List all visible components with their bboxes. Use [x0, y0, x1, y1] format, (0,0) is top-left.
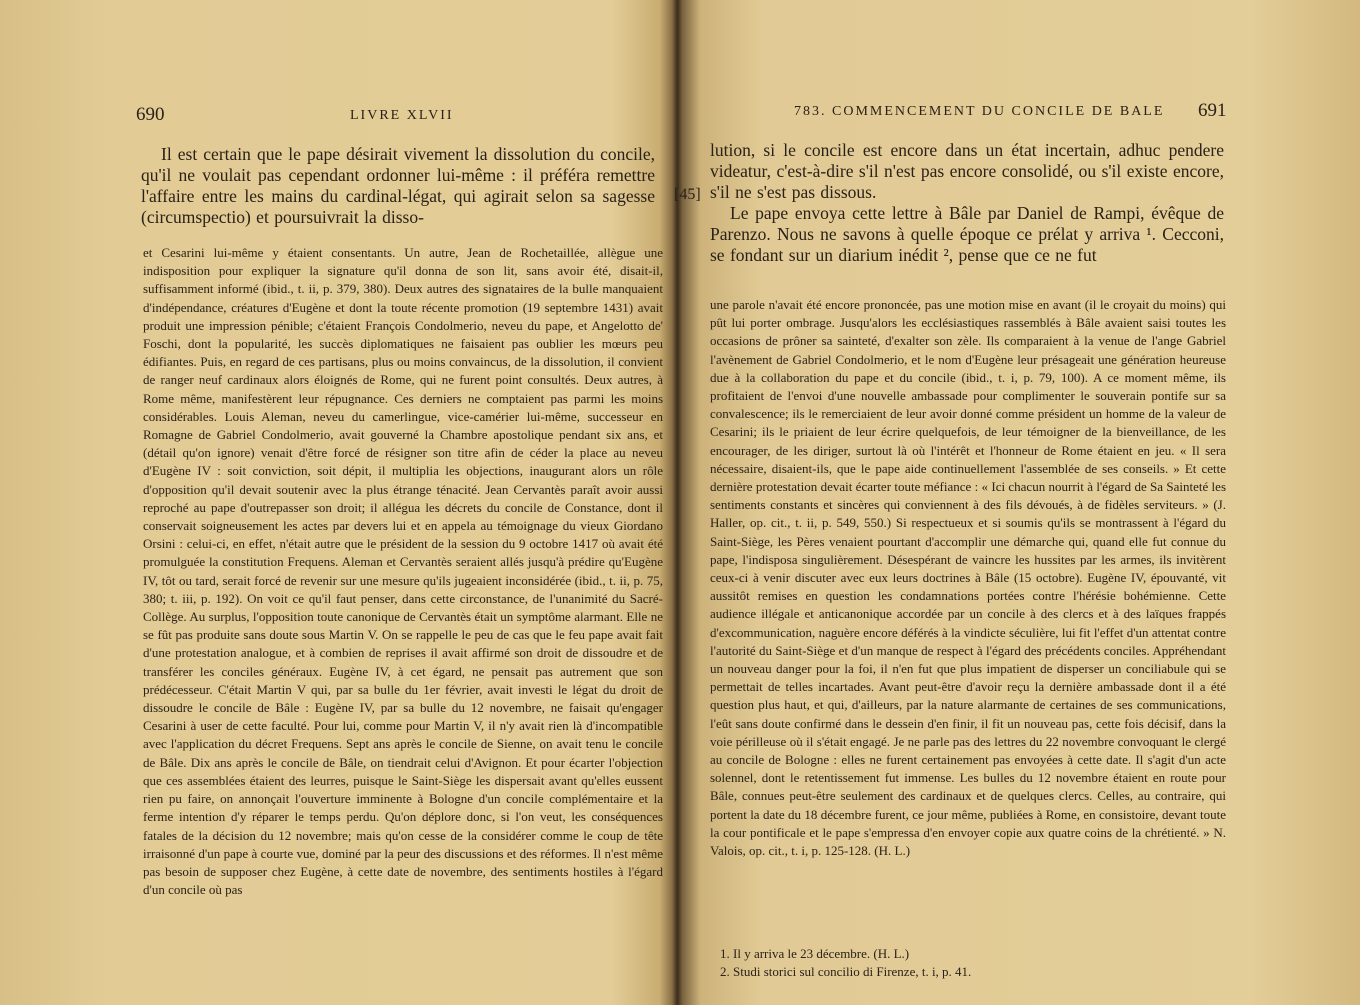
right-main-text — [710, 140, 1224, 266]
left-running-title: LIVRE XLVII — [350, 108, 454, 123]
left-main-paragraph: Il est certain que le pape désirait vivement la dissolution du concile, qu'il ne voulait pas cependant ordonner lui-même : il préféra remettre l'affaire entre les mains du cardinal-légat, qui agirait selon sa sagesse (circumspectio) et poursuivrait la disso- — [141, 144, 655, 227]
left-main-text — [141, 144, 655, 228]
right-running-header — [682, 100, 1360, 130]
right-note-text: une parole n'avait été encore prononcée, pas une motion mise en avant (il le croyait du moins) qui pût lui porter ombrage. Jusqu'alors les ecclésiastiques rassemblés à Bâle avaient saisi toutes les occasions de prôner sa sainteté, d'exalter son zèle. Ils comparaient à la venue de l'ange Gabriel l'avènement de Gabriel Condolmerio, et le nom d'Eugène leur présageait une génération heureuse due à la collaboration du pape et du concile (ibid., t. i, p. 79, 100). A ce moment même, ils profitaient de l'envoi d'une nouvelle ambassade pour complimenter le souverain pontife sur sa convalescence; ils le remerciaient de leur avoir donné comme président un homme de la valeur de Cesarini; ils le priaient de leur écrire quelquefois, de leur témoigner de la bienveillance, de les encourager, de les diriger, surtout là où l'intérêt et l'honneur de Rome étaient en jeu. « Il sera nécessaire, disaient-ils, que le pape aide continuellement l'assemblée de ses conseils. » Et cette dernière protestation devait écarter toute méfiance : « Ici chacun nourrit à l'égard de Sa Sainteté les sentiments constants et sincères qui conviennent à des fils dévoués, à de fidèles serviteurs. » (J. Haller, op. cit., t. ii, p. 549, 550.) Si respectueux et si soumis qu'ils se montrassent à l'égard du Saint-Siège, les Pères venaient pourtant d'accomplir une démarche qui, quand elle fut connue du pape, l'indisposa singulièrement. Désespérant de vaincre les hussites par les armes, ils invitèrent ceux-ci à venir discuter avec eux leurs doctrines à Bâle (15 octobre). Eugène IV, épouvanté, vit aussitôt remises en question les condamnations portées contre l'hérésie bohémienne. Cette audience illégale et anticanonique accordée par un concile à des clercs et à des laïques frappés d'excommunication, naguère encore déférés à la vindicte séculière, lui fit l'effet d'un attentat contre l'autorité du Saint-Siège et d'un manque de respect à l'égard des précédents conciles. Appréhendant un nouveau danger pour la foi, il n'en fut que plus impatient de disperser un conciliabule qui se permettait de telles incartades. Avant peut-être d'avoir reçu la dernière ambassade dont il a été question plus haut, et qui, d'ailleurs, par la nature alarmante de certaines de ses communications, l'eût sans doute confirmé dans le dessein d'en finir, il fit un nouveau pas, cette fois décisif, dans la voie périlleuse où il s'était engagé. Je ne parle pas des lettres du 22 novembre convoquant le clergé au concile de Bologne : elles ne furent certainement pas envoyées à cette date. Il s'agit d'un acte solennel, dont le retentissement fut immense. Les bulles du 12 novembre étaient en route pour Bâle, connues peut-être seulement des cardinaux et de quelques clercs. Celles, au contraire, qui portent la date du 18 décembre furent, ce jour même, publiées à Rome, en consistoire, devant toute la cour pontificale et le pape s'empressa d'en envoyer copie aux quatre coins de la chrétienté. » N. Valois, op. cit., t. i, p. 125-128. (H. L.) — [710, 297, 1226, 859]
left-page-number: 690 — [136, 104, 165, 125]
right-margin-number: [45] — [674, 186, 701, 203]
left-page — [0, 0, 670, 1005]
right-note-block — [710, 296, 1226, 944]
right-running-title: 783. COMMENCEMENT DU CONCILE DE BALE — [794, 104, 1165, 119]
right-main-paragraph-2: Le pape envoya cette lettre à Bâle par Daniel de Rampi, évêque de Parenzo. Nous ne savons à quelle époque ce prélat y arriva ¹. Cecconi, se fondant sur un diarium inédit ², pense que ce ne fut — [710, 203, 1224, 265]
left-note-text: et Cesarini lui-même y étaient consentants. Un autre, Jean de Rochetaillée, allègue une indisposition pour expliquer la signature qu'il donna de son lit, sans avoir été, disait-il, suffisamment informé (ibid., t. ii, p. 379, 380). Deux autres des signataires de la bulle manquaient d'indépendance, créatures d'Eugène et dont la toute récente promotion (19 septembre 1431) avait produit une impression pénible; c'étaient François Condolmerio, neveu du pape, et Angelotto de' Foschi, dont la popularité, les succès diplomatiques ne faisaient pas oublier les mœurs peu édifiantes. Puis, en regard de ces partisans, plus ou moins convaincus, de la dissolution, il convient de ranger neuf cardinaux alors éloignés de Rome, qui ne furent point consultés. Deux autres, à Rome même, manifestèrent leur répugnance. Ces derniers ne comptaient pas parmi les moins considérables. Louis Aleman, neveu du camerlingue, vice-camérier lui-même, successeur en Romagne de Gabriel Condolmerio, avait gouverné la Chambre apostolique pendant six ans, et (détail qu'on ignore) venait d'être forcé de résigner son titre afin de céder la place au neveu d'Eugène IV : soit conviction, soit dépit, il multiplia les objections, inaugurant alors un rôle d'opposition qu'il devait soutenir avec la plus étrange ténacité. Jean Cervantès paraît avoir aussi reproché au pape d'outrepasser son droit; il allégua les décrets du concile de Constance, dont il conservait soigneusement les actes par devers lui et en appela au témoignage du vieux Giordano Orsini : celui-ci, en effet, n'était autre que le président de la session du 9 octobre 1417 où avait été promulguée la constitution Frequens. Aleman et Cervantès seraient allés jusqu'à prédire qu'Eugène IV, tôt ou tard, serait forcé de revenir sur une mesure qu'ils jugeaient inconsidérée (ibid., t. ii, p. 75, 380; t. iii, p. 192). On voit ce qu'il faut penser, dans cette circonstance, de l'unanimité du Sacré-Collège. Au surplus, l'opposition toute canonique de Cervantès était un symptôme alarmant. Elle ne se fût pas produite sans doute sous Martin V. On se rappelle le peu de cas que le feu pape avait fait d'une protestation analogue, et à combien de reprises il avait affirmé son droit de dissoudre et de transférer les conciles généraux. Eugène IV, à cet égard, ne pensait pas autrement que son prédécesseur. C'était Martin V qui, par sa bulle du 1er février, avait investi le légat du droit de dissoudre le concile de Bâle : Eugène IV, par sa bulle du 12 novembre, ne faisait qu'engager Cesarini à user de cette faculté. Pour lui, comme pour Martin V, il n'y avait rien là d'incompatible avec l'application du décret Frequens. Sept ans après le concile de Sienne, on avait tenu le concile de Bâle. Dix ans après le concile de Bâle, on tiendrait celui d'Avignon. Et pour écarter l'objection que ces assemblées étaient des leurres, puisque le Saint-Siège les dispersait avant qu'elles eussent rien pu faire, on annonçait l'ouverture imminente à Bologne d'un concile complémentaire et la ferme intention d'y réparer le temps perdu. Qu'on déplore donc, si l'on veut, les conséquences fatales de la décision du 12 novembre; mais qu'on cesse de la considérer comme le coup de tête irraisonné d'un pape à courte vue, dominé par la peur des discussions et des réformes. Il n'est même pas besoin de supposer chez Eugène, à cette date de novembre, des sentiments hostiles à l'égard d'un concile où pas — [143, 245, 663, 898]
right-page-number: 691 — [1198, 100, 1227, 121]
right-page — [674, 0, 1360, 1005]
right-main-paragraph-1: lution, si le concile est encore dans un état incertain, adhuc pendere videatur, c'est-à-dire s'il n'est pas encore consolidé, ou s'il existe encore, s'il ne s'est pas dissous. — [710, 140, 1224, 202]
footnote-2: 2. Studi storici sul concilio di Firenze, t. i, p. 41. — [720, 964, 972, 979]
footnote-1: 1. Il y arriva le 23 décembre. (H. L.) — [720, 946, 910, 961]
left-note-block — [143, 244, 663, 989]
right-footnotes — [720, 945, 1220, 981]
left-running-header — [0, 104, 670, 130]
